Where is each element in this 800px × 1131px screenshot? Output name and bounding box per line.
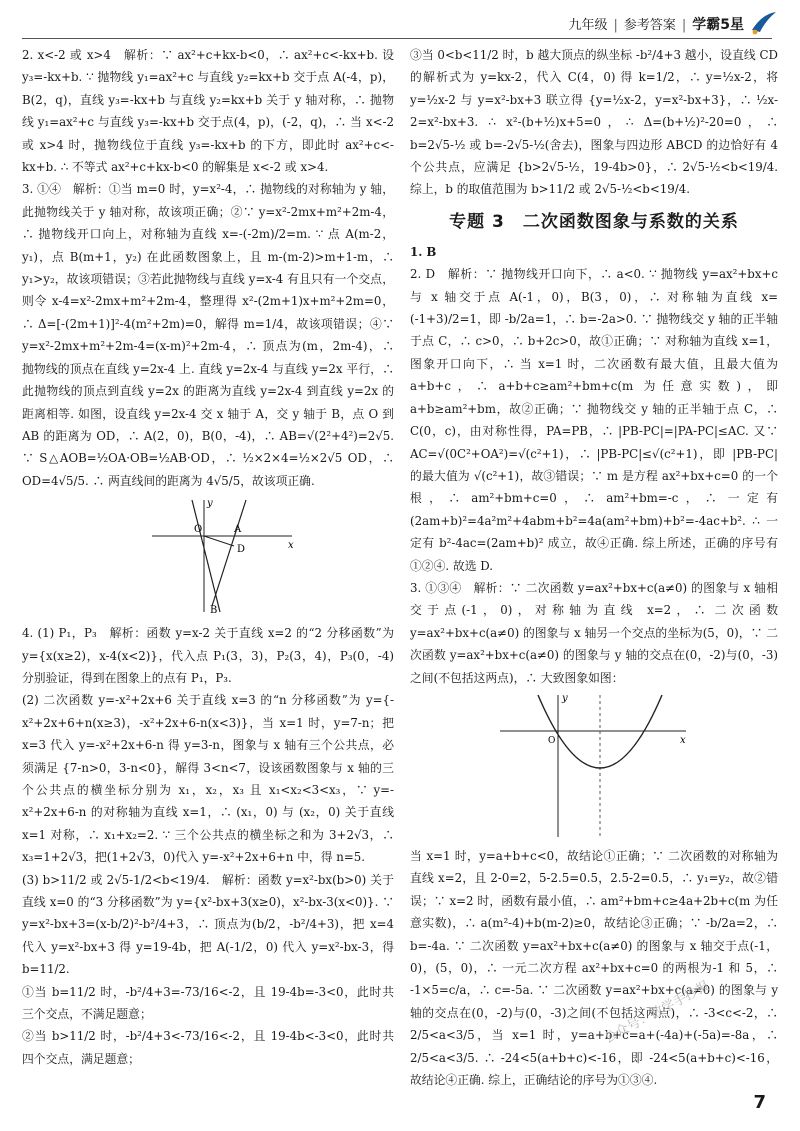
answer-s2: 2. D 解析：∵ 抛物线开口向下，∴ a<0. ∵ 抛物线 y=ax²+bx+c 与 x 轴交于点 A(-1，0)，B(3，0)，∴ 对称轴为直线 x=(-1+3)/2=1，即 -b/2a=1，∴ b=-2a>0. ∵ 抛物线交 y 轴的正半轴于点 C，∴ c>0，∴ b+2c>0，故①正确；∵ 对称轴为直线 x=1，图象开口向下，∴ 当 x=1 时，二次函数有最大值，且最大值为 a+b+c，∴ a+b+c≥am²+bm+c(m 为任意实数)，即 a+b≥am²+bm，故②正确；∵ 抛物线交 y 轴的正半轴于点 C，∴ C(0，c)，由对称性得，PA=PB，∴ |PB-PC|=|PA-PC|≤AC. 又∵ AC=√(0C²+OA²)=√(c²+1)，∴ |PB-PC|≤√(c²+1)，即 |PB-PC| 的最大值为 √(c²+1)，故③错误；∵ m 是方程 ax²+bx+c=0 的一个根，∴ am²+bm+c=0，∴ am²+bm=-c，∴ 一定有(2am+b)²=4a²m²+4abm+b²=4a(am²+bm)+b²=-4ac+b². ∴ 一定有 b²-4ac=(2am+b)² 成立，故④正确. 综上所述，正确的序号有①②④. 故选 D. xyxy=(410,267,778,573)
right-column xyxy=(410,44,778,1104)
answer-s1: 1. B xyxy=(410,244,437,259)
header-separator: | xyxy=(613,18,618,33)
answer-s3: 3. ①③④ 解析：∵ 二次函数 y=ax²+bx+c(a≠0) 的图象与 x 轴相交于点(-1，0)，对称轴为直线 x=2，∴ 二次函数 y=ax²+bx+c(a≠0) 的图象与 x 轴另一个交点的坐标为(5，0)，∵ 二次函数 y=ax²+bx+c(a≠0) 的图象与 y 轴的交点在(0，-2)与(0，-3)之间(不包括这两点)，∴ 大致图象如图： xyxy=(410,580,778,685)
page-header xyxy=(0,0,800,40)
header-answers: 参考答案 xyxy=(623,18,676,33)
label-x: x xyxy=(680,734,686,746)
answer-q4-case3: ③当 0<b<11/2 时，b 越大顶点的纵坐标 -b²/4+3 越小，设直线 CD 的解析式为 y=kx-2，代入 C(4，0) 得 k=1/2，∴ y=½x-2，将 y=½x-2 与 y=x²-bx+3 联立得 {y=½x-2，y=x²-bx+3}，∴ ½x-2=x²-bx+3. ∴ x²-(b+½)x+5=0，∴ Δ=(b+½)²-20=0，∴ b=2√5-½ 或 b=-2√5-½(舍去)，图象与四边形 ABCD 的边恰好有 4 个公共点，应满足 {b>2√5-½，19-4b>0}，∴ 2√5-½<b<19/4. 综上，b 的取值范围为 b>11/2 或 2√5-½<b<19/4. xyxy=(410,48,778,197)
header-grade: 九年级 xyxy=(568,18,608,33)
answer-s3-continued: 当 x=1 时，y=a+b+c<0，故结论①正确；∵ 二次函数的对称轴为直线 x=2，且 2-0=2，5-2.5=0.5，2.5-2=0.5，∴ y₁=y₂，故②错误；∵ x=2 时，函数有最小值，∴ am²+bm+c≥4a+2b+c(m 为任意实数)，∴ a(m²-4)+b(m-2)≥0，故结论③正确；∵ -b/2a=2，∴ b=-4a. ∵ 二次函数 y=ax²+bx+c(a≠0) 的图象与 x 轴交于点(-1，0)，(5，0)，∴ 一元二次方程 ax²+bx+c=0 的两根为-1 和 5，∴ -1×5=c/a，∴ c=-5a. ∵ 二次函数 y=ax²+bx+c(a≠0) 的图象与 y 轴的交点在(0，-2)与(0，-3)之间(不包括这两点)，∴ -3<c<-2，∴ 2/5<a<3/5，当 x=1 时，y=a+b+c=a+(-4a)+(-5a)=-8a，∴ 2/5<a<3/5. ∴ -24<5(a+b+c)<-16，即 -24<5(a+b+c)<-16，故结论④正确. 综上，正确结论的序号为①③④. xyxy=(410,848,778,1088)
answer-q2: 2. x<-2 或 x>4 解析：∵ ax²+c+kx-b<0，∴ ax²+c<-kx+b. 设 y₃=-kx+b. ∵ 抛物线 y₁=ax²+c 与直线 y₂=kx+b 交于点 A(-4，p)，B(2，q)，直线 y₃=-kx+b 与直线 y₂=kx+b 关于 y 轴对称，∴ 抛物线 y₁=ax²+c 与直线 y₃=-kx+b 交于点(4，p)，(-2，q)，∴ 当 x<-2 或 x>4 时，抛物线位于直线 y₃=-kx+b 的下方，即此时 ax²+c<-kx+b. ∴ 不等式 ax²+c+kx-b<0 的解集是 x<-2 或 x>4. xyxy=(22,48,394,175)
label-x: x xyxy=(288,540,294,552)
answer-q3: 3. ①④ 解析：①当 m=0 时，y=x²-4，∴ 抛物线的对称轴为 y 轴，此抛物线关于 y 轴对称，故该项正确；②∵ y=x²-2mx+m²+2m-4，∴ 抛物线开口向上，对称轴为直线 x=-(-2m)/2=m. ∵ 点 A(m-2，y₁)，点 B(m+1，y₂) 在此函数图象上，且 m-(m-2)>m+1-m，∴ y₁>y₂，故该项错误；③若此抛物线与直线 y=x-4 有且只有一个交点，则令 x-4=x²-2mx+m²+2m-4，整理得 x²-(2m+1)x+m²+2m=0，∴ Δ=[-(2m+1)]²-4(m²+2m)=0，解得 m=1/4，故该项错误；④∵ y=x²-2mx+m²+2m-4=(x-m)²+2m-4，∴ 顶点为(m，2m-4)，∴ 抛物线的顶点在直线 y=2x-4 上. 直线 y=2x-4 与直线 y=2x 平行，∴ 此抛物线的顶点到直线 y=2x 的距离为直线 y=2x-4 到直线 y=2x 的距离相等. 如图，设直线 y=2x-4 交 x 轴于 A，交 y 轴于 B，点 O 到 AB 的距离为 OD，∴ A(2，0)，B(0，-4)，∴ AB=√(2²+4²)=2√5. ∵ S△AOB=½OA·OB=½AB·OD，∴ ½×2×4=½×2√5 OD，∴ OD=4√5/5. ∴ 两直线间的距离为 4√5/5，故该项正确. xyxy=(22,182,394,488)
label-o: O xyxy=(194,524,203,536)
header-separator: | xyxy=(681,18,687,33)
label-d: D xyxy=(237,544,246,556)
answer-q4-case1: ①当 b=11/2 时，-b²/4+3=-73/16<-2，且 19-4b=-3<0，此时共三个交点，不满足题意； xyxy=(22,984,394,1022)
page-number: 7 xyxy=(753,1092,766,1113)
answer-q4-part3: (3) b>11/2 或 2√5-1/2<b<19/4. 解析：函数 y=x²-bx(b>0) 关于直线 x=0 的“3 分移函数”为 y={x²-bx+3(x≥0)，x²-bx-3(x<0)}. ∵ y=x²-bx+3=(x-b/2)²-b²/4+3，∴ 顶点为(b/2，-b²/4+3)，把 x=4 代入 y=x²-bx+3 得 y=19-4b，把 A(-1/2，0) 代入 y=x²-bx-3，得 b=11/2. xyxy=(22,872,394,977)
label-b: B xyxy=(210,605,218,617)
watermark: 公众号：数学手抄报 xyxy=(601,978,713,1047)
header-brand: 学霸5星 xyxy=(692,17,744,33)
label-a: A xyxy=(234,524,242,536)
answer-q4-part1: 4. (1) P₁，P₃ 解析：函数 y=x-2 关于直线 x=2 的“2 分移函数”为 y={x(x≥2)，x-4(x<2)}，代入点 P₁(3，3)，P₂(3，4)，P₃(0，-4) 分别验证，得到在图象上的点有 P₁，P₃. xyxy=(22,626,394,685)
header-text xyxy=(568,14,744,34)
label-y: y xyxy=(562,692,568,704)
figure-parabola xyxy=(490,691,690,841)
answer-q4-part2: (2) 二次函数 y=-x²+2x+6 关于直线 x=3 的“n 分移函数”为 y={-x²+2x+6+n(x≥3)，-x²+2x+6-n(x<3)}，当 x=1 时，y=7-n；把 x=3 代入 y=-x²+2x+6-n 得 y=3-n，图象与 x 轴有三个公共点，必须满足 {7-n>0，3-n<0}，解得 3<n<7，设该函数图象与 x 轴的三个公共点的横坐标分别为 x₁，x₂，x₃ 且 x₁<x₂<3<x₃，∵ y=-x²+2x+6-n 的对称轴为直线 x=1，∴ (x₁，0) 与 (x₂，0) 关于直线 x=1 对称，∴ x₁+x₂=2. ∵ 三个公共点的横坐标之和为 3+2√3，∴ x₃=1+2√3，把(1+2√3，0)代入 y=-x²+2x+6+n 中，得 n=5. xyxy=(22,693,394,865)
figure-line-distance xyxy=(142,496,302,616)
left-column xyxy=(22,44,394,1104)
label-y: y xyxy=(207,498,213,510)
brand-star-icon xyxy=(748,8,778,36)
segment-od xyxy=(204,536,234,546)
section-title: 专题 3 二次函数图象与系数的关系 xyxy=(449,211,739,232)
answer-q4-case2: ②当 b>11/2 时，-b²/4+3<-73/16<-2，且 19-4b<-3<0，此时共四个交点，满足题意； xyxy=(22,1029,394,1066)
label-o: O xyxy=(548,735,556,746)
header-divider xyxy=(22,38,772,39)
